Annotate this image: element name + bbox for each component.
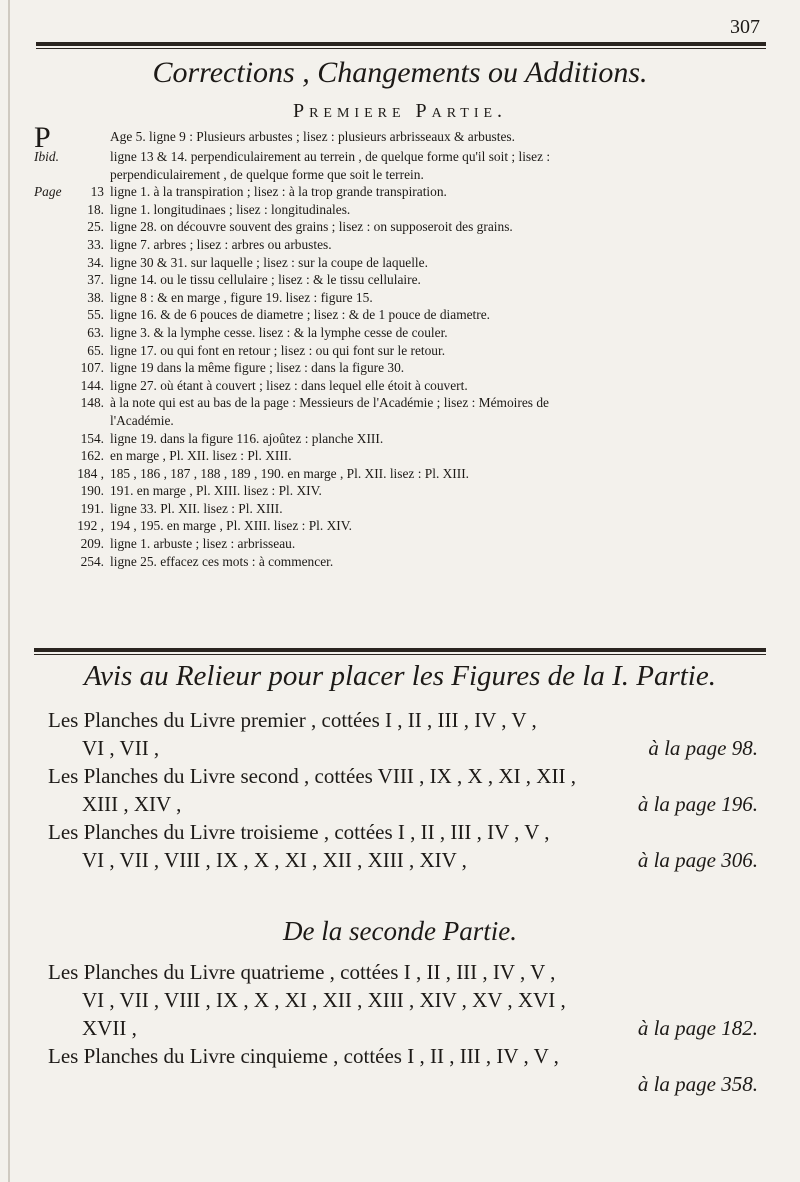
correction-row xyxy=(34,254,766,272)
plate-line xyxy=(48,986,758,1014)
correction-row xyxy=(34,201,766,219)
correction-lead xyxy=(34,535,74,553)
correction-text: perpendiculairement , de quelque forme que soit le terrein. xyxy=(110,166,424,182)
correction-page-number: 25. xyxy=(87,219,104,235)
correction-text: ligne 1. à la transpiration ; lisez : à la trop grande transpiration. xyxy=(110,184,447,200)
correction-row xyxy=(34,447,766,465)
correction-row xyxy=(34,218,766,236)
correction-lead: P xyxy=(34,121,51,154)
correction-text: ligne 16. & de 6 pouces de diametre ; lisez : & de 1 pouce de diametre. xyxy=(110,307,491,323)
correction-row xyxy=(34,166,766,184)
top-rule xyxy=(36,42,766,46)
correction-row xyxy=(34,482,766,500)
correction-row xyxy=(34,394,766,412)
correction-text: ligne 8 : & en marge , figure 19. lisez : figure 15. xyxy=(110,289,373,305)
correction-row xyxy=(34,465,766,483)
correction-page-number: 209. xyxy=(80,536,104,552)
correction-text: ligne 13 & 14. perpendiculairement au terrein , de quelque forme qu'il soit ; lisez : xyxy=(110,149,551,164)
plate-numerals: VI , VII , VIII , IX , X , XI , XII , XIII , XIV , xyxy=(82,848,467,872)
correction-row xyxy=(34,289,766,307)
correction-text: ligne 19. dans la figure 116. ajoûtez : planche XIII. xyxy=(110,430,384,446)
correction-page-number: 190. xyxy=(80,483,104,499)
correction-lead xyxy=(34,342,74,360)
correction-row xyxy=(34,342,766,360)
correction-row xyxy=(34,324,766,342)
correction-text: ligne 7. arbres ; lisez : arbres ou arbustes. xyxy=(110,236,332,252)
correction-lead xyxy=(34,271,74,289)
middle-rule xyxy=(34,648,766,652)
correction-lead: Page xyxy=(34,184,62,200)
correction-lead: Ibid. xyxy=(34,149,59,164)
plate-page-reference: à la page 306. xyxy=(637,848,758,872)
correction-text: ligne 14. ou le tissu cellulaire ; lisez : & le tissu cellulaire. xyxy=(110,272,421,288)
correction-page-number: 33. xyxy=(87,236,104,252)
plate-line xyxy=(48,734,758,762)
correction-row xyxy=(34,236,766,254)
correction-page-number: 162. xyxy=(80,448,104,464)
plate-line: Les Planches du Livre quatrieme , cottées I , II , III , IV , V , xyxy=(48,960,556,984)
correction-page-number: 65. xyxy=(87,342,104,358)
correction-page-number: 37. xyxy=(87,272,104,288)
correction-row xyxy=(34,535,766,553)
correction-row xyxy=(34,306,766,324)
plate-line xyxy=(48,790,758,818)
first-part-plates xyxy=(48,706,758,874)
plate-line xyxy=(48,846,758,874)
correction-text: ligne 30 & 31. sur laquelle ; lisez : sur la coupe de laquelle. xyxy=(110,254,428,270)
correction-text: 194 , 195. en marge , Pl. XIII. lisez : Pl. XIV. xyxy=(110,518,352,534)
correction-lead xyxy=(34,482,74,500)
middle-rule-thin xyxy=(34,654,766,655)
correction-lead xyxy=(34,236,74,254)
correction-row xyxy=(34,553,766,571)
plate-numerals: XIII , XIV , xyxy=(82,792,182,816)
correction-row xyxy=(34,359,766,377)
correction-page-number xyxy=(74,128,110,148)
correction-text: ligne 28. on découvre souvent des grains ; lisez : on supposeroit des grains. xyxy=(110,219,513,235)
correction-text: à la note qui est au bas de la page : Messieurs de l'Académie ; lisez : Mémoires de xyxy=(110,395,549,411)
correction-lead xyxy=(34,377,74,395)
correction-row xyxy=(34,412,766,430)
correction-page-number: 18. xyxy=(87,201,104,217)
correction-page-number: 184 , xyxy=(77,465,104,481)
correction-text: 191. en marge , Pl. XIII. lisez : Pl. XIV. xyxy=(110,483,322,499)
plate-page-reference: à la page 182. xyxy=(637,1016,758,1040)
correction-row xyxy=(34,271,766,289)
correction-page-number: 38. xyxy=(87,289,104,305)
correction-page-number: 191. xyxy=(80,500,104,516)
correction-page-number: 154. xyxy=(80,430,104,446)
correction-page-number: 34. xyxy=(87,254,104,270)
correction-lead xyxy=(34,254,74,272)
correction-row xyxy=(34,500,766,518)
correction-page-number xyxy=(74,148,110,166)
correction-lead xyxy=(34,465,74,483)
correction-page-number: 144. xyxy=(80,377,104,393)
correction-page-number: 107. xyxy=(80,360,104,376)
correction-row xyxy=(34,148,766,166)
corrections-list xyxy=(34,121,766,570)
correction-text: ligne 27. où étant à couvert ; lisez : dans lequel elle étoit à couvert. xyxy=(110,377,468,393)
correction-lead xyxy=(34,517,74,535)
page-number: 307 xyxy=(730,16,760,38)
correction-text: Age 5. ligne 9 : Plusieurs arbustes ; lisez : plusieurs arbrisseaux & arbustes. xyxy=(110,129,515,144)
correction-lead xyxy=(34,394,74,412)
correction-text: ligne 3. & la lymphe cesse. lisez : & la lymphe cesse de couler. xyxy=(110,324,448,340)
second-part-title: De la seconde Partie. xyxy=(283,916,517,946)
correction-text: ligne 25. effacez ces mots : à commencer. xyxy=(110,553,334,569)
plate-line: Les Planches du Livre second , cottées VIII , IX , X , XI , XII , xyxy=(48,764,576,788)
plate-numerals: XVII , xyxy=(82,1016,137,1040)
top-rule-thin xyxy=(36,48,766,49)
part-heading: Premiere Partie. xyxy=(292,100,508,122)
plate-page-reference: à la page 98. xyxy=(648,736,758,760)
plate-line xyxy=(48,1014,758,1042)
correction-row xyxy=(34,183,766,201)
correction-page-number: 148. xyxy=(80,395,104,411)
correction-text: ligne 1. arbuste ; lisez : arbrisseau. xyxy=(110,536,296,552)
correction-row xyxy=(34,517,766,535)
second-part-plates xyxy=(48,958,758,1098)
correction-page-number: 13 xyxy=(90,184,104,200)
correction-lead xyxy=(34,306,74,324)
plate-page-reference: à la page 196. xyxy=(637,792,758,816)
correction-lead xyxy=(34,553,74,571)
binding-edge xyxy=(8,0,10,1182)
correction-lead xyxy=(34,447,74,465)
correction-page-number: 254. xyxy=(80,553,104,569)
correction-lead xyxy=(34,218,74,236)
correction-text: en marge , Pl. XII. lisez : Pl. XIII. xyxy=(110,448,292,464)
correction-text: ligne 19 dans la même figure ; lisez : dans la figure 30. xyxy=(110,360,405,376)
correction-row xyxy=(34,430,766,448)
correction-lead xyxy=(34,324,74,342)
plate-line: Les Planches du Livre troisieme , cottées I , II , III , IV , V , xyxy=(48,820,550,844)
correction-lead xyxy=(34,289,74,307)
correction-page-number: 63. xyxy=(87,324,104,340)
correction-page-number: 192 , xyxy=(77,518,104,534)
correction-text: ligne 33. Pl. XII. lisez : Pl. XIII. xyxy=(110,500,283,516)
plate-page-reference: à la page 358. xyxy=(637,1072,758,1096)
plate-line: Les Planches du Livre cinquieme , cottées I , II , III , IV , V , xyxy=(48,1044,559,1068)
correction-text: 185 , 186 , 187 , 188 , 189 , 190. en marge , Pl. XII. lisez : Pl. XIII. xyxy=(110,465,470,481)
correction-lead xyxy=(34,430,74,448)
binder-notice-title: Avis au Relieur pour placer les Figures de la I. Partie. xyxy=(84,660,716,692)
plate-numerals: VI , VII , xyxy=(82,736,160,760)
correction-page-number: 55. xyxy=(87,307,104,323)
correction-lead xyxy=(34,201,74,219)
correction-text: l'Académie. xyxy=(110,412,174,428)
page-title: Corrections , Changements ou Additions. xyxy=(152,56,648,89)
correction-row xyxy=(34,121,766,154)
correction-lead xyxy=(34,359,74,377)
correction-text: ligne 17. ou qui font en retour ; lisez : ou qui font sur le retour. xyxy=(110,342,446,358)
plate-numerals: VI , VII , VIII , IX , X , XI , XII , XIII , XIV , XV , XVI , xyxy=(82,988,566,1012)
correction-row xyxy=(34,377,766,395)
correction-text: ligne 1. longitudinaes ; lisez : longitudinales. xyxy=(110,201,351,217)
correction-lead xyxy=(34,500,74,518)
plate-line: Les Planches du Livre premier , cottées I , II , III , IV , V , xyxy=(48,708,537,732)
